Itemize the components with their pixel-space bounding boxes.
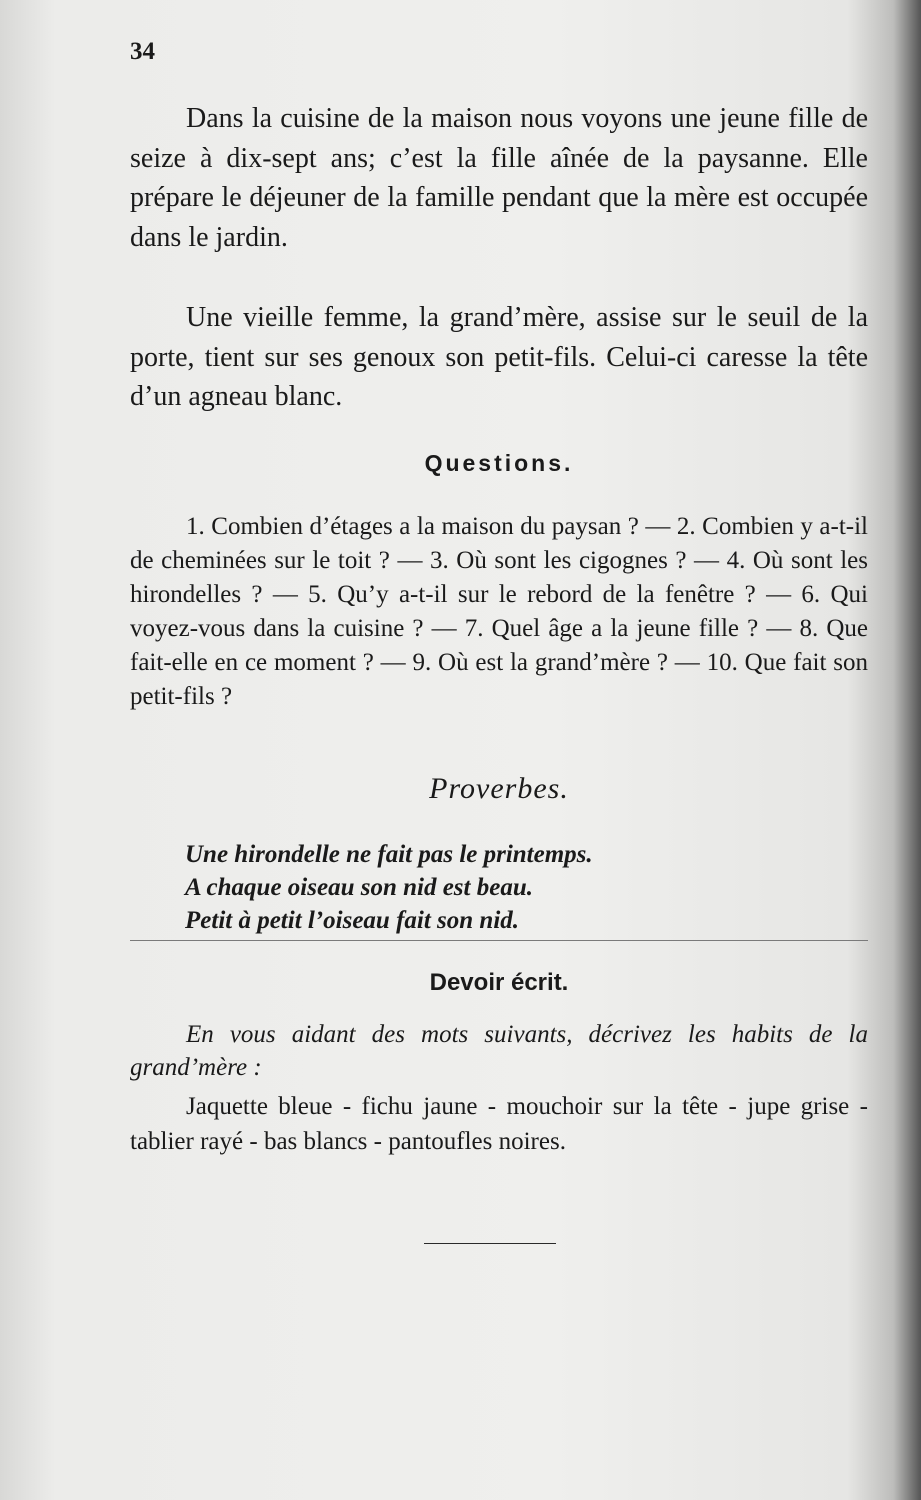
paragraph-kitchen: Dans la cuisine de la maison nous voyons une jeune fille de seize à dix-sept ans; c’est la fille aînée de la paysanne. Elle prépare le déjeuner de la famille pendant que la mère est occupée dans le jardin. [130, 103, 868, 253]
proverbs-heading: Proverbes. [429, 772, 569, 805]
end-rule [424, 1243, 556, 1244]
proverbs-list [185, 838, 593, 937]
devoir-instruction: En vous aidant des mots suivants, décrivez les habits de la grand’mère : [130, 1021, 868, 1081]
questions-text: 1. Combien d’étages a la maison du paysan ? — 2. Combien y a-t-il de cheminées sur le toit ? — 3. Où sont les cigognes ? — 4. Où sont les hirondelles ? — 5. Qu’y a-t-il sur le rebord de la fenêtre ? — 6. Qui voyez-vous dans la cuisine ? — 7. Quel âge a la jeune fille ? — 8. Que fait-elle en ce moment ? — 9. Où est la grand’mère ? — 10. Que fait son petit-fils ? [130, 513, 868, 710]
paragraph-grandmother: Une vieille femme, la grand’mère, assise sur le seuil de la porte, tient sur ses genoux son petit-fils. Celui-ci caresse la tête d’un agneau blanc. [130, 302, 868, 412]
devoir-heading: Devoir écrit. [429, 969, 569, 996]
devoir-words: Jaquette bleue - fichu jaune - mouchoir sur la tête - jupe grise - tablier rayé - bas blancs - pantoufles noires. [130, 1093, 868, 1155]
page-number: 34 [130, 38, 155, 65]
proverb-line: Une hirondelle ne fait pas le printemps. [185, 841, 593, 868]
proverb-line: A chaque oiseau son nid est beau. [185, 874, 533, 901]
proverb-line: Petit à petit l’oiseau fait son nid. [185, 907, 520, 934]
section-divider [130, 940, 868, 941]
questions-heading: Questions. [424, 450, 574, 476]
